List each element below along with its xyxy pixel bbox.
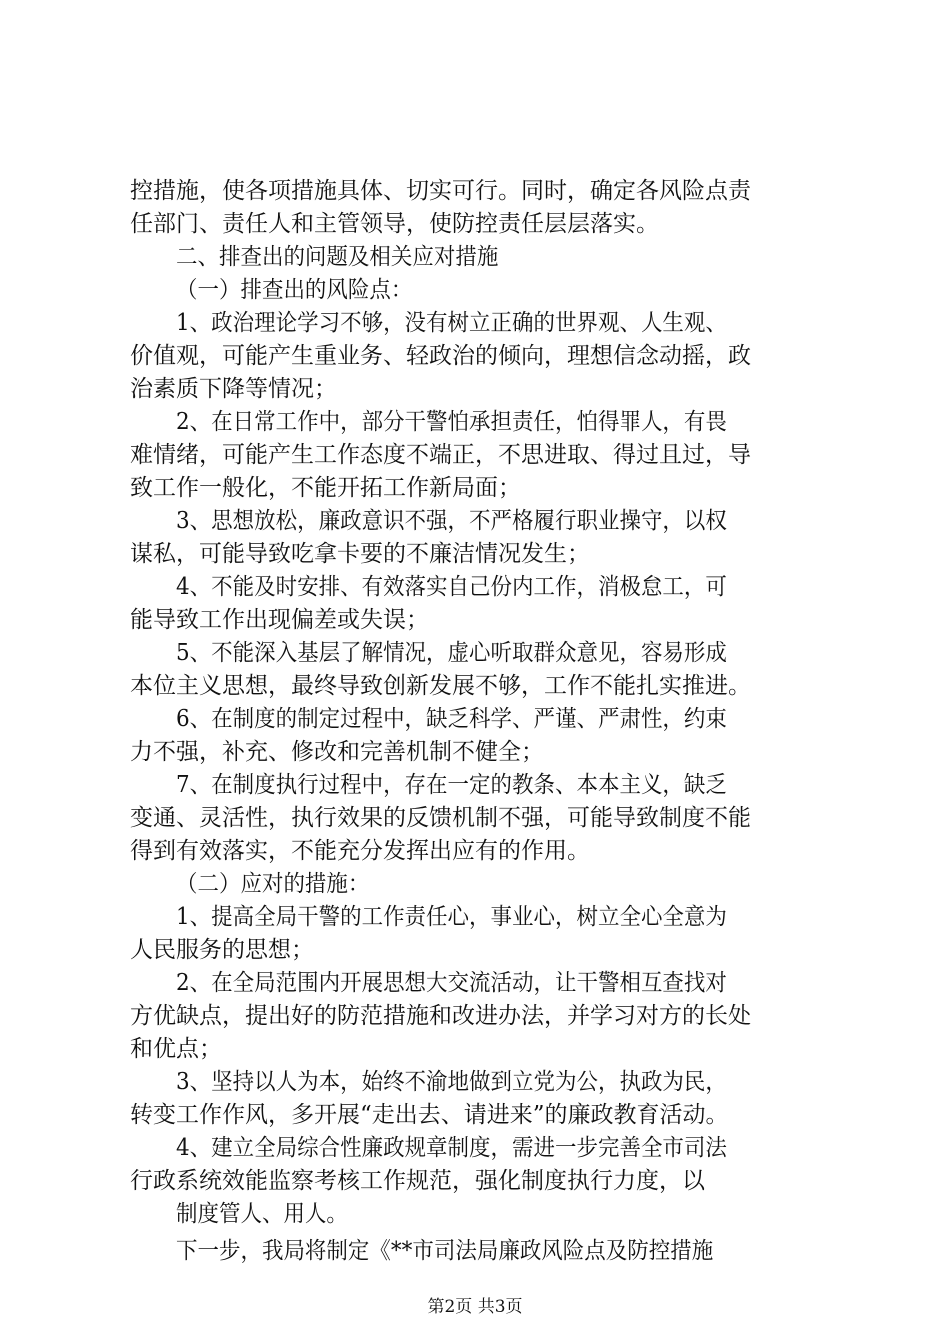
- text-line: 2、在日常工作中，部分干警怕承担责任，怕得罪人，有畏: [176, 409, 727, 435]
- text-line: 和优点；: [130, 1036, 222, 1062]
- text-line: 3、坚持以人为本，始终不渝地做到立党为公，执政为民，: [176, 1069, 727, 1095]
- text-line: 控措施，使各项措施具体、切实可行。同时，确定各风险点责: [130, 178, 751, 204]
- text-line: 本位主义思想，最终导致创新发展不够，工作不能扎实推进。: [130, 673, 751, 699]
- text-line: 5、不能深入基层了解情况，虚心听取群众意见，容易形成: [176, 640, 727, 666]
- text-line: 难情绪，可能产生工作态度不端正，不思进取、得过且过，导: [130, 442, 751, 468]
- text-line: 变通、灵活性，执行效果的反馈机制不强，可能导致制度不能: [130, 805, 751, 831]
- page-number-footer: 第2页 共3页: [427, 1297, 523, 1317]
- text-line: 7、在制度执行过程中，存在一定的教条、本本主义，缺乏: [176, 772, 727, 798]
- section-heading: 二、排查出的问题及相关应对措施: [176, 244, 499, 270]
- text-line: 致工作一般化，不能开拓工作新局面；: [130, 475, 521, 501]
- text-line: 制度管人、用人。: [176, 1201, 348, 1227]
- text-line: 2、在全局范围内开展思想大交流活动，让干警相互查找对: [176, 970, 727, 996]
- text-line: 1、提高全局干警的工作责任心，事业心，树立全心全意为: [176, 904, 727, 930]
- text-line: 能导致工作出现偏差或失误；: [130, 607, 429, 633]
- text-line: 4、不能及时安排、有效落实自己份内工作，消极怠工，可: [176, 574, 727, 600]
- subsection-heading: （二）应对的措施：: [176, 871, 370, 897]
- text-line: 下一步，我局将制定《**市司法局廉政风险点及防控措施: [176, 1238, 714, 1264]
- text-line: 价值观，可能产生重业务、轻政治的倾向，理想信念动摇，政: [130, 343, 751, 369]
- text-line: 行政系统效能监察考核工作规范，强化制度执行力度，以: [130, 1168, 705, 1194]
- text-line: 3、思想放松，廉政意识不强，不严格履行职业操守，以权: [176, 508, 727, 534]
- text-line: 任部门、责任人和主管领导，使防控责任层层落实。: [130, 211, 659, 237]
- text-line: 转变工作作风，多开展“走出去、请进来”的廉政教育活动。: [130, 1102, 729, 1128]
- text-line: 1、政治理论学习不够，没有树立正确的世界观、人生观、: [176, 310, 727, 336]
- text-line: 力不强，补充、修改和完善机制不健全；: [130, 739, 544, 765]
- text-line: 谋私，可能导致吃拿卡要的不廉洁情况发生；: [130, 541, 590, 567]
- text-line: 方优缺点，提出好的防范措施和改进办法，并学习对方的长处: [130, 1003, 751, 1029]
- text-line: 人民服务的思想；: [130, 937, 314, 963]
- text-line: 得到有效落实，不能充分发挥出应有的作用。: [130, 838, 590, 864]
- text-line: 4、建立全局综合性廉政规章制度，需进一步完善全市司法: [176, 1135, 727, 1161]
- subsection-heading: （一）排查出的风险点：: [176, 277, 413, 303]
- text-line: 6、在制度的制定过程中，缺乏科学、严谨、严肃性，约束: [176, 706, 727, 732]
- text-line: 治素质下降等情况；: [130, 376, 337, 402]
